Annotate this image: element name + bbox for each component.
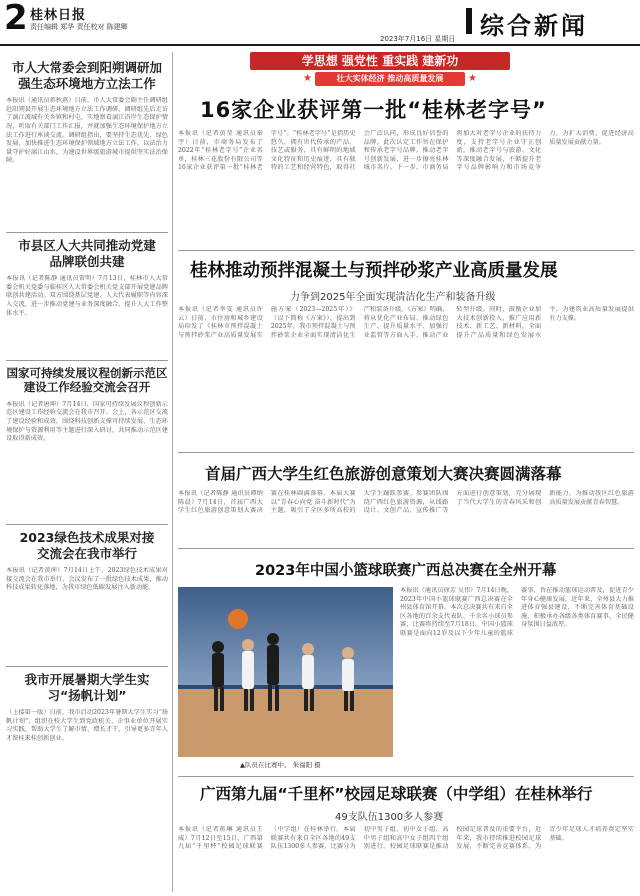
left-body-2: 本报讯（记者陈静 通讯员雷明）7月13日，桂林市人大常委会机关党委与临桂区人大常委会机关党支部开展党建品牌联创共建活动。双方围绕基层党建、人大代表履职等内容深入交流，进一步推动党建与业务深度融合，提升人大工作整体水平。: [6, 275, 168, 317]
column-divider: [172, 52, 173, 892]
publication-date: 2023年7月16日 星期日: [380, 35, 456, 43]
star-icon: ★: [468, 73, 477, 84]
article-5-subhead: 49支队伍1300多人参赛: [335, 812, 444, 823]
left-headline-4: 2023绿色技术成果对接交流会在我市举行: [19, 530, 155, 561]
article-1-body: 本报讯（记者黄莹 通讯员秦宇）日前，市商务局发布了2022年“桂林老字号”企业名单，桂林三花股份有限公司等16家企业获评第一批“桂林老字号”。“桂林老字号”是指历史悠久，拥有世代传承的产品、技艺或服务，具有鲜明的地域文化特征和历史痕迹，具有独特的工艺和经营特色，取得社会广泛认同，形成良好信誉的品牌。此次认定工作旨在保护和传承老字号品牌，推动老字号创新发展，进一步擦亮桂林城市名片。下一步，市商务局将加大对老字号企业的扶持力度，支持老字号企业守正创新，推动老字号与旅游、文化等深度融合发展，不断提升老字号品牌影响力和市场竞争力，为扩大消费、促进经济高质量发展贡献力量。: [178, 130, 634, 172]
left-article-2: [6, 238, 168, 363]
left-body-3: 本报讯（记者唐坤）7月14日，国家可持续发展议程创新示范区建设工作经验交流会在我市召开。会上，各示范区交流了建设经验和成效，围绕科技创新支撑可持续发展、生态环境保护与资源利用等主题进行深入研讨，共同推动示范区建设取得新成效。: [6, 400, 168, 443]
divider: [178, 548, 634, 549]
left-body-1: 本报讯（通讯员蒋秋燕）日前，市人大常委会副主任调研组赴阳朔县开展生态环境地方立法工作调研，调研组先后走访了漓江流域有关乡镇和村屯，实地察看漓江沿岸生态保护情况，听取有关部门工作汇报，并就加强生态环境保护地方立法工作进行座谈交流。调研组指出，要坚持生态优先、绿色发展，加快推进生态环境保护领域地方立法工作，以法治力量守护好漓江山水，为建设世界级旅游城市提供坚实法治保障。: [6, 97, 168, 165]
article-4-headline: 2023年中国小篮球联赛广西总决赛在全州开幕: [255, 563, 557, 579]
left-article-4: [6, 530, 168, 665]
article-2-subhead: 力争到2025年全面实现清洁化生产和装备升级: [290, 292, 496, 303]
divider: [6, 232, 168, 233]
divider: [178, 452, 634, 453]
left-headline-5: 我市开展暑期大学生实习“扬帆计划”: [24, 672, 150, 703]
section-name: 综合新闻: [480, 12, 588, 40]
theme-banner: 学思想 强党性 重实践 建新功: [250, 52, 510, 70]
left-body-4: 本报讯（记者黄坤）7月14日上午，2023绿色技术成果对接交流会在我市举行，会议发布了一批绿色技术成果，推动科技成果转化落地，为我市绿色低碳发展注入新动能。: [6, 567, 168, 592]
left-article-1: [6, 60, 168, 233]
divider: [6, 666, 168, 667]
left-headline-2: 市县区人大共同推动党建品牌联创共建: [18, 238, 156, 269]
left-article-5: [6, 672, 168, 885]
editors-line: 责任编辑 郑华 责任校对 陈建卿: [30, 23, 128, 31]
left-body-5: （上接第一版）日前，我市启动2023年暑期大学生实习“扬帆计划”，组织在校大学生到党政机关、企事业单位开展实习实践，帮助大学生了解市情、增长才干，引导更多青年人才留桂来桂创新创业。: [6, 709, 168, 743]
basketball-photo: [178, 587, 393, 757]
article-3-body: 本报讯（记者陈静 通讯员谭纳 陈晨）7月14日，首届广西大学生红色旅游创意策划大赛决赛在桂林圆满落幕。本届大赛以“青春心向党 奋斗新时代”为主题，吸引了全区多所高校的大学生踊跃参赛。参赛团队围绕广西红色旅游资源，从线路设计、文创产品、宣传推广等方面进行创意策划，充分展现了当代大学生的青春风采和创新能力，为推动我区红色旅游高质量发展贡献青春智慧。: [178, 490, 634, 515]
left-article-3: [6, 366, 168, 531]
page-number: 2: [4, 0, 28, 38]
divider: [178, 776, 634, 777]
article-3-headline: 首届广西大学生红色旅游创意策划大赛决赛圆满落幕: [205, 465, 562, 483]
left-headline-3: 国家可持续发展议程创新示范区建设工作经验交流会召开: [6, 366, 168, 395]
photo-caption: ▲队员在比赛中。 朱福阳 摄: [240, 761, 321, 769]
article-5-body: 本报讯（记者蒋琳 通讯员王威）7月12日至15日，广西第九届“千里杯”校园足球联赛（中学组）在桂林举行。本届联赛共有来自全区各地的49支队伍1300多人参赛，比赛分为初中男子组、初中女子组、高中男子组和高中女子组四个组别进行。校园足球联赛是推动校园足球普及的重要平台，近年来，我市持续推进校园足球发展，不断完善竞赛体系，为青少年足球人才培养奠定坚实基础。: [178, 826, 634, 851]
article-4-body: 本报讯（通讯员徐芳 吴伟）7月14日晚，2023年中国小篮球联赛广西总决赛在全州县体育馆开幕。本次总决赛共有来自全区各地的百余支代表队、千余名小球员参赛，比赛将持续至7月18日。中国小篮球联赛是面向12岁及以下少年儿童的篮球赛事，旨在推动篮球运动普及，促进青少年身心健康发展。近年来，全州县大力推进体育强县建设，不断完善体育基础设施，积极承办各级各类体育赛事，全民健身氛围日益浓厚。: [400, 587, 634, 637]
section-bar-decoration: [466, 8, 472, 34]
article-2-headline: 桂林推动预拌混凝土与预拌砂浆产业高质量发展: [190, 261, 558, 281]
basketball-photo-illustration: [178, 587, 393, 757]
divider: [6, 360, 168, 361]
masthead: [0, 0, 640, 46]
star-icon: ★: [303, 73, 312, 84]
article-1-headline: 16家企业获评第一批“桂林老字号”: [200, 98, 547, 122]
left-headline-1: 市人大常委会到阳朔调研加强生态环境地方立法工作: [12, 60, 163, 91]
article-2-body: 本报讯（记者李雯 通讯员许云）日前，市住房和城乡建设局印发了《桂林市预拌混凝土与预拌砂浆产业高质量发展实施方案（2023—2025年）》（以下简称《方案》），提出到2025年，我市预拌混凝土与预拌砂浆企业全面实现清洁化生产和装备升级。《方案》明确，将从优化产业布局、推动绿色生产、提升质量水平、加强行业监管等方面入手，推动产业转型升级。同时，鼓励企业加大技术创新投入，推广应用新技术、新工艺、新材料，全面提升产品质量和绿色发展水平，为建筑业高质量发展提供有力支撑。: [178, 306, 634, 339]
theme-sub-banner: 壮大实体经济 推动高质量发展: [315, 72, 465, 86]
divider: [178, 250, 634, 251]
divider: [6, 524, 168, 525]
paper-name: 桂林日报: [30, 8, 87, 23]
article-5-headline: 广西第九届“千里杯”校园足球联赛（中学组）在桂林举行: [200, 785, 593, 803]
